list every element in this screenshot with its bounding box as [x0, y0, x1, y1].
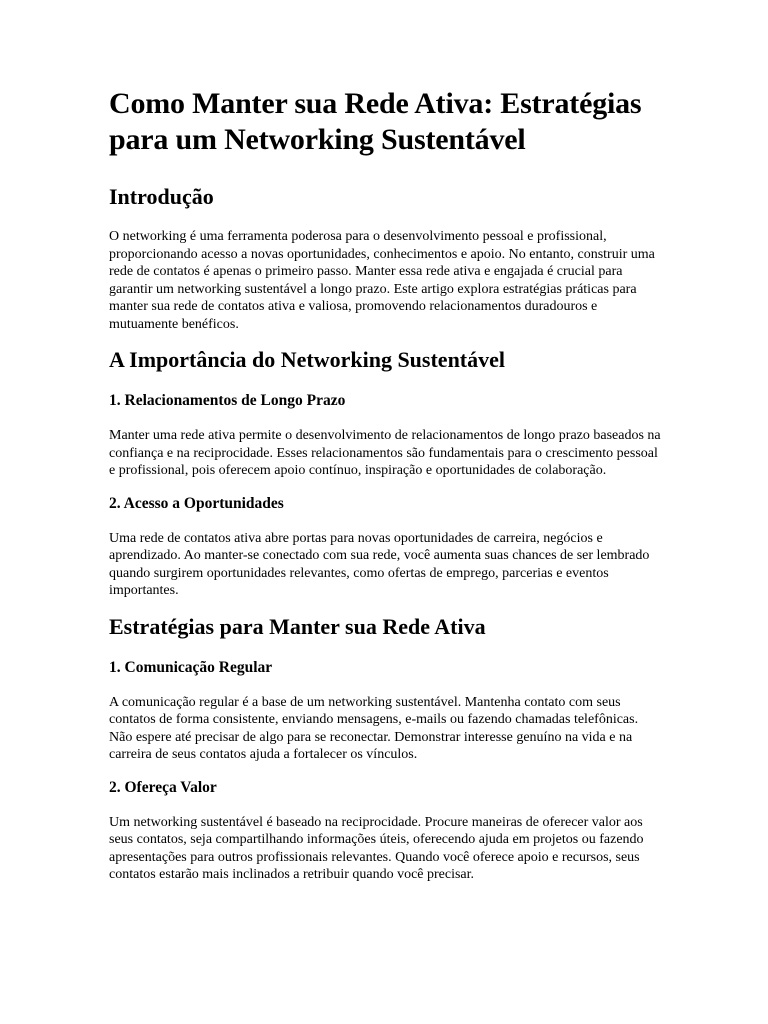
- section-strategies-heading: Estratégias para Manter sua Rede Ativa: [109, 613, 486, 639]
- intro-paragraph: O networking é uma ferramenta poderosa para o desenvolvimento pessoal e profissional, proporcionando acesso a novas oportunidades, conhecimentos e apoio. No entanto, construir uma rede de contatos é apenas o primeiro passo. Manter essa rede ativa e engajada é crucial para garantir um networking sustentável a longo prazo. Este artigo explora estratégias práticas para manter sua rede de contatos ativa e valiosa, promovendo relacionamentos duradouros e mutuamente benéficos.: [109, 229, 655, 332]
- subsection-long-term-paragraph: Manter uma rede ativa permite o desenvolvimento de relacionamentos de longo prazo baseados na confiança e na reciprocidade. Esses relacionamentos são fundamentais para o crescimento pessoal e profissional, pois oferecem apoio contínuo, inspiração e oportunidades de colaboração.: [109, 428, 661, 478]
- subsection-opportunities-paragraph: Uma rede de contatos ativa abre portas para novas oportunidades de carreira, negócios e aprendizado. Ao manter-se conectado com sua rede, você aumenta suas chances de ser lembrado quando surgirem oportunidades relevantes, como ofertas de emprego, parcerias e eventos importantes.: [109, 530, 650, 598]
- subsection-long-term-heading: 1. Relacionamentos de Longo Prazo: [109, 392, 346, 409]
- document-title: Como Manter sua Rede Ativa: Estratégias para um Networking Sustentável: [109, 87, 642, 156]
- subsection-value-paragraph: Um networking sustentável é baseado na reciprocidade. Procure maneiras de oferecer valor aos seus contatos, seja compartilhando informações úteis, oferecendo ajuda em projetos ou fazendo apresentações para outros profissionais relevantes. Quando você oferece apoio e recursos, seus contatos estarão mais inclinados a retribuir quando você precisar.: [109, 814, 644, 882]
- intro-heading: Introdução: [109, 184, 214, 209]
- document-page: [109, 86, 661, 898]
- subsection-value-heading: 2. Ofereça Valor: [109, 778, 217, 796]
- subsection-opportunities-heading: 2. Acesso a Oportunidades: [109, 494, 284, 512]
- subsection-communication-paragraph: A comunicação regular é a base de um networking sustentável. Mantenha contato com seus contatos de forma consistente, enviando mensagens, e-mails ou fazendo chamadas telefônicas. Não espere até precisar de algo para se reconectar. Demonstrar interesse genuíno na vida e na carreira de seus contatos ajuda a fortalecer os vínculos.: [109, 694, 639, 762]
- subsection-communication-heading: 1. Comunicação Regular: [109, 658, 273, 676]
- section-importance-heading: A Importância do Networking Sustentável: [109, 347, 506, 372]
